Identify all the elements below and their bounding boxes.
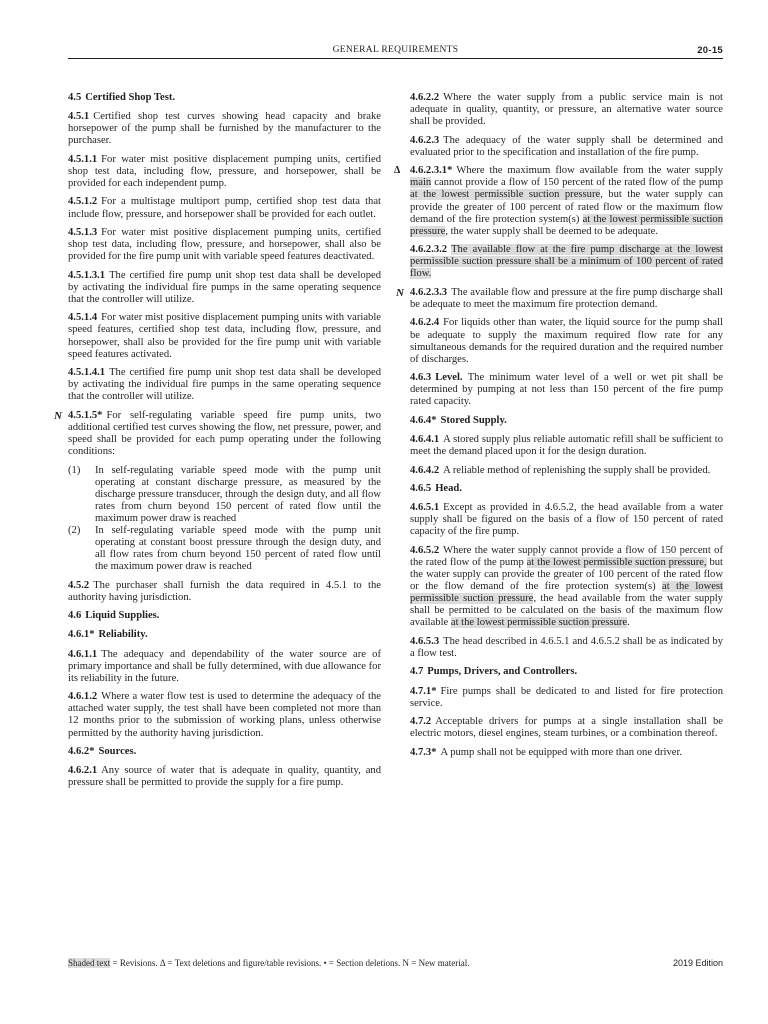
- section-number: 4.6.5: [410, 483, 432, 495]
- paragraph: [410, 135, 723, 159]
- paragraph: [410, 502, 723, 538]
- section-number: 4.6.2.2: [410, 92, 440, 103]
- paragraph: [68, 196, 381, 220]
- section-number: 4.6.4.2: [410, 464, 440, 476]
- paragraph: [68, 312, 381, 360]
- paragraph: [410, 747, 723, 759]
- section-number: 4.6.2*: [68, 746, 95, 757]
- paragraph-text: Except as provided in 4.6.5.2, the head available from a water supply shall be figured on the basis of a flow of 150 percent of rated capacity of the fire pump.: [410, 502, 723, 538]
- legend-text: = Revisions. Δ = Text deletions and figure/table revisions. • = Section deletions. N = New material.: [112, 958, 470, 968]
- paragraph-text: The purchaser shall furnish the data required in 4.5.1 to the authority having jurisdiction.: [68, 579, 381, 603]
- paragraph-text: Where a water flow test is used to determine the adequacy of the attached water supply, the test shall have been completed not more than 12 months prior to the submission of working plans, unless otherwise permitted by the authority having jurisdiction.: [68, 691, 381, 739]
- list-item: [68, 465, 381, 525]
- paragraph: [410, 545, 723, 630]
- paragraph: [68, 649, 381, 685]
- section-number: 4.5.1.4.1: [68, 367, 106, 379]
- section-number: 4.6.2.3.1*: [410, 165, 453, 177]
- new-material-icon: N: [54, 409, 62, 422]
- section-number: 4.5.1.5*: [68, 409, 103, 421]
- section-heading: [68, 629, 381, 641]
- revision-delta-icon: Δ: [394, 165, 401, 177]
- section-number: 4.6.5.3: [410, 635, 440, 647]
- paragraph-text: Pumps, Drivers, and Controllers.: [427, 666, 578, 678]
- running-title: GENERAL REQUIREMENTS: [332, 45, 459, 55]
- paragraph-text: , but the water supply can provide the greater of 100 percent of rated flow or the maximum flow demand of the fire protection system(s): [410, 189, 723, 225]
- paragraph-text: cannot provide a flow of 150 percent of the rated flow of the pump: [431, 177, 723, 189]
- section-number: 4.5.2: [68, 579, 90, 591]
- paragraph: [410, 636, 723, 660]
- list-text: In self-regulating variable speed mode with the pump unit operating at constant boost pressure through the design duty, and all flow rates from churn beyond 150 percent of rated flow until the maximum power draw is reached: [95, 525, 381, 573]
- paragraph-text: The minimum water level of a well or wet pit shall be determined by pumping at not less than 150 percent of the fire pump rated capacity.: [410, 372, 723, 408]
- paragraph: [68, 270, 381, 306]
- paragraph-text: , the head available from the water supply shall be permitted to be calculated on the basis of the maximum flow available: [410, 593, 723, 629]
- list-number: (1): [68, 464, 81, 476]
- condition-list: [68, 465, 381, 574]
- paragraph-text: The adequacy of the water supply shall be determined and evaluated prior to the specification and installation of the fire pump.: [410, 134, 723, 158]
- paragraph-text: , the water supply shall be deemed to be adequate.: [445, 225, 658, 237]
- section-number: 4.6.4.1: [410, 433, 440, 445]
- section-number: 4.5.1: [68, 111, 90, 123]
- section-heading: [68, 92, 381, 104]
- section-number: 4.6.2.3.3: [410, 286, 448, 298]
- paragraph-text: A stored supply plus reliable automatic refill shall be sufficient to meet the demand placed upon it for the design duration.: [410, 433, 723, 458]
- section-heading: [410, 666, 723, 678]
- paragraph: [68, 580, 381, 604]
- section-number: 4.7.2: [410, 716, 432, 728]
- paragraph-text: Head.: [435, 483, 462, 495]
- page-number: 20-15: [697, 45, 723, 56]
- list-item: [68, 525, 381, 573]
- paragraph-text: A pump shall not be equipped with more than one driver.: [440, 746, 683, 758]
- section-number: 4.6.4*: [410, 414, 437, 426]
- list-text: In self-regulating variable speed mode with the pump unit operating at constant discharge pressure, as measured by the discharge pressure transducer, through the design duty, and all flow rates from churn beyond 150 percent of rated flow until the maximum power draw is reached: [95, 464, 381, 524]
- revision-highlight: at the lowest permissible suction pressure: [450, 617, 628, 629]
- paragraph: [68, 367, 381, 403]
- paragraph: [410, 716, 723, 740]
- section-number: 4.5: [68, 92, 82, 103]
- revision-highlight: at the lowest permissible suction pressure,: [526, 556, 707, 568]
- section-number: 4.5.1.2: [68, 196, 98, 208]
- section-number: 4.6.2.1: [68, 765, 98, 777]
- section-number: 4.6.1.1: [68, 648, 98, 660]
- paragraph-text: Acceptable drivers for pumps at a single installation shall be electric motors, diesel engines, steam turbines, or a combination thereof.: [410, 716, 723, 740]
- paragraph-text: For water mist positive displacement pumping units, certified shop test data, including flow, pressure, and horsepower, shall also be provided for the fire pump unit with variable speed features deactivated.: [68, 227, 381, 263]
- paragraph-text: The head described in 4.6.5.1 and 4.6.5.2 shall be as indicated by a flow test.: [410, 635, 723, 659]
- revision-highlight: at the lowest permissible suction pressure: [410, 213, 723, 237]
- section-heading: [410, 483, 723, 495]
- section-number: 4.6.2.3: [410, 134, 440, 146]
- right-column: [394, 92, 723, 765]
- paragraph-text: Stored Supply.: [440, 414, 507, 426]
- paragraph: [410, 244, 723, 280]
- revision-highlight: The available flow at the fire pump discharge at the lowest permissible suction pressure shall be a minimum of 100 percent of rated flow.: [410, 244, 723, 280]
- paragraph-text: The certified fire pump unit shop test data shall be developed by activating the individual fire pumps in the same operating sequence that the controller will utilize.: [68, 367, 381, 403]
- paragraph-text: For water mist positive displacement pumping units with variable speed features, certified shop test data, including flow, pressure, and horsepower, shall also be provided for the fire pump unit with variable speed features activated.: [68, 312, 381, 360]
- new-material-icon: N: [396, 286, 404, 299]
- paragraph-text: Liquid Supplies.: [85, 610, 160, 622]
- paragraph: [68, 691, 381, 739]
- section-number: 4.6.2.3.2: [410, 244, 448, 256]
- revision-highlight: main: [410, 177, 432, 189]
- paragraph-text: but the water supply can provide the greater of 100 percent of the rated flow or the flow demand of the fire protection system(s): [410, 556, 723, 593]
- paragraph: [410, 92, 723, 128]
- section-number: 4.5.1.1: [68, 153, 98, 165]
- paragraph: [410, 317, 723, 365]
- revision-highlight: at the lowest permissible suction pressure: [410, 581, 723, 605]
- section-number: 4.7: [410, 666, 424, 678]
- paragraph: [68, 111, 381, 147]
- paragraph-text: Reliability.: [98, 629, 148, 641]
- paragraph: [410, 686, 723, 710]
- paragraph-title: Level.: [435, 372, 468, 384]
- left-column: [54, 92, 381, 796]
- paragraph: [68, 227, 381, 263]
- paragraph-text: Certified shop test curves showing head capacity and brake horsepower of the pump shall be furnished by the manufacturer to the purchaser.: [68, 111, 381, 147]
- section-number: 4.6.2.4: [410, 317, 440, 329]
- paragraph: [410, 372, 723, 408]
- paragraph: [68, 154, 381, 190]
- section-number: 4.7.1*: [410, 685, 437, 697]
- section-number: 4.6.1*: [68, 629, 95, 641]
- paragraph-text: Any source of water that is adequate in quality, quantity, and pressure shall be permitted to provide the supply for a fire pump.: [68, 765, 381, 789]
- paragraph-text: Where the maximum flow available from the water supply: [456, 165, 723, 177]
- paragraph: [396, 286, 723, 311]
- section-number: 4.5.1.3.1: [68, 269, 106, 281]
- paragraph: [68, 765, 381, 789]
- list-number: (2): [68, 525, 81, 537]
- paragraph-text: For liquids other than water, the liquid source for the pump shall be adequate to supply the maximum required flow rate for any simultaneous demands for the required duration and the required number of discharges.: [410, 317, 723, 365]
- revision-highlight: at the lowest permissible suction pressure: [410, 189, 601, 201]
- section-number: 4.5.1.3: [68, 227, 98, 239]
- page-header: [68, 44, 723, 59]
- paragraph-text: .: [627, 617, 630, 629]
- section-heading: [410, 415, 723, 427]
- section-number: 4.6.1.2: [68, 691, 98, 703]
- paragraph-text: For a multistage multiport pump, certified shop test data that include flow, pressure, and horsepower shall be provided for each outlet.: [68, 196, 381, 220]
- section-number: 4.6.5.2: [410, 544, 440, 556]
- edition-label: 2019 Edition: [672, 958, 723, 968]
- section-number: 4.6.3: [410, 372, 432, 384]
- paragraph-text: The adequacy and dependability of the water source are of primary importance and shall be fully determined, with due allowance for its reliability in the future.: [68, 648, 381, 684]
- paragraph-text: Where the water supply from a public service main is not adequate in quality, quantity, or pressure, an alternative water source shall be provided.: [410, 92, 723, 128]
- paragraph-text: For water mist positive displacement pumping units, certified shop test data, including flow, pressure, and horsepower, shall be provided for each independent pump.: [68, 153, 381, 189]
- paragraph-text: Fire pumps shall be dedicated to and listed for fire protection service.: [410, 685, 723, 709]
- paragraph-text: The available flow and pressure at the fire pump discharge shall be adequate to meet the maximum fire protection demand.: [410, 286, 723, 310]
- section-number: 4.6.5.1: [410, 502, 440, 514]
- paragraph-text: The certified fire pump unit shop test data shall be developed by activating the individual fire pumps in the same operating sequence that the controller will utilize.: [68, 269, 381, 305]
- section-number: 4.6: [68, 610, 82, 622]
- paragraph-text: For self-regulating variable speed fire pump units, two additional certified test curves showing the flow, net pressure, power, and speed shall be provided for each pump operating under the following conditions:: [68, 409, 381, 458]
- paragraph-text: A reliable method of replenishing the supply shall be provided.: [443, 464, 711, 476]
- paragraph: [410, 434, 723, 458]
- section-heading: [68, 610, 381, 622]
- paragraph-text: Certified Shop Test.: [85, 92, 176, 103]
- shaded-text-sample: Shaded text: [68, 958, 111, 968]
- revision-legend: [68, 958, 470, 968]
- section-heading: [68, 746, 381, 758]
- paragraph: [410, 465, 723, 477]
- paragraph-text: Sources.: [98, 746, 137, 757]
- section-number: 4.5.1.4: [68, 312, 98, 324]
- paragraph: [394, 165, 723, 238]
- paragraph: [54, 409, 381, 458]
- paragraph-text: Where the water supply cannot provide a flow of 150 percent of the rated flow of the pump: [410, 544, 723, 568]
- section-number: 4.7.3*: [410, 746, 437, 758]
